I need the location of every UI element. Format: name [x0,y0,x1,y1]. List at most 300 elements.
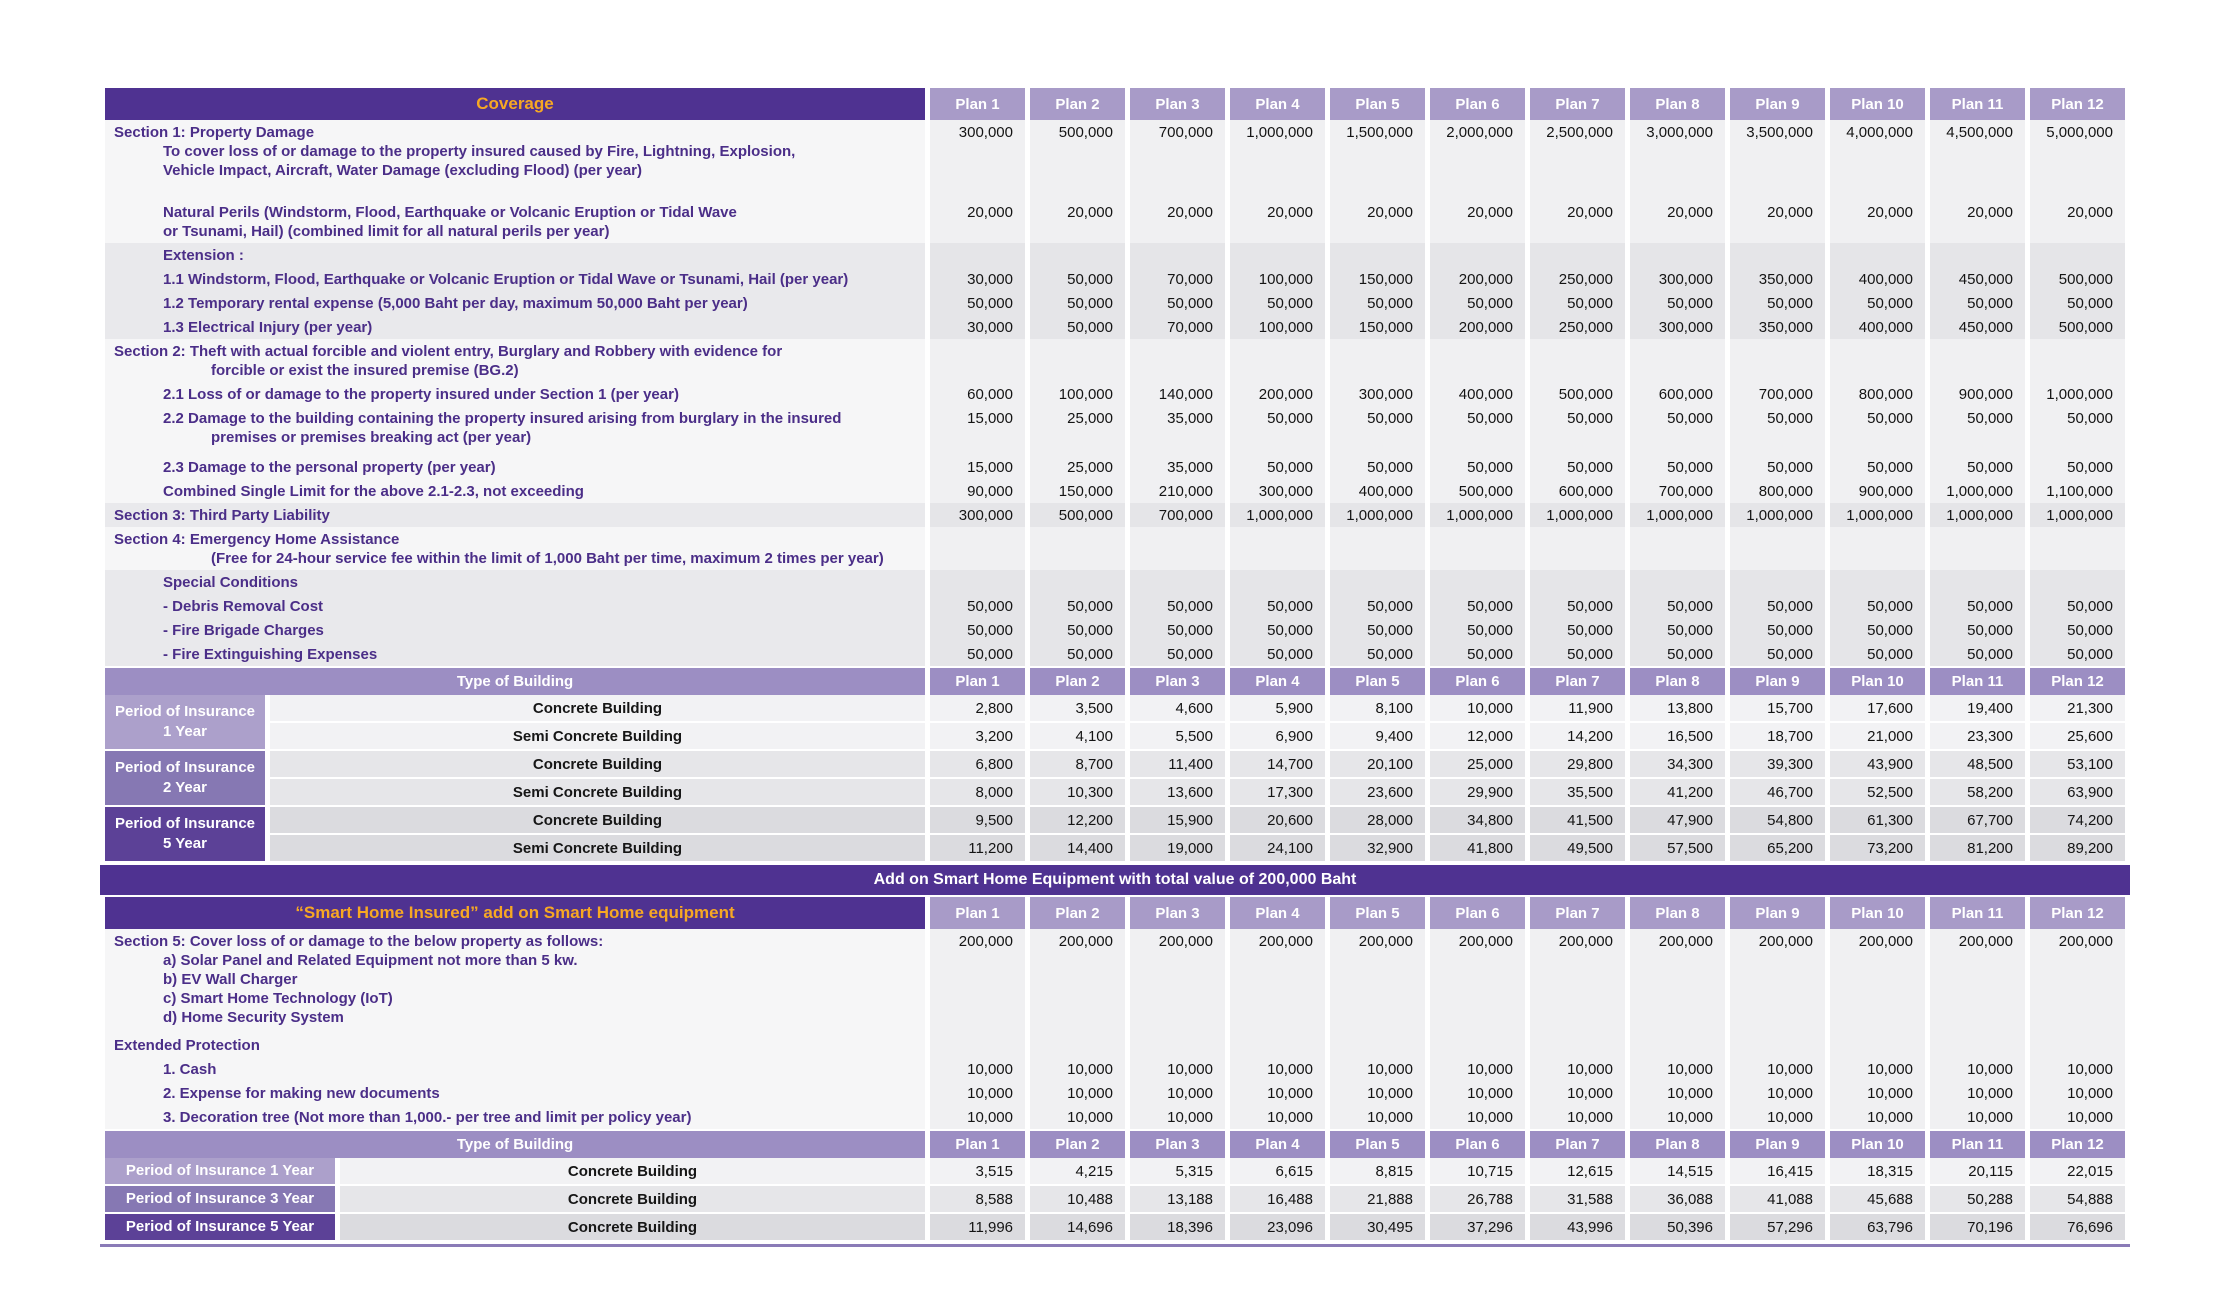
value-cell: 50,000 [1730,642,1825,666]
premium-value-cell: 34,800 [1430,807,1525,835]
value-cell: 500,000 [1030,120,1125,200]
value-cell: 50,000 [1430,594,1525,618]
value-cell [1430,1033,1525,1057]
period-of-insurance-label [105,751,265,807]
plan-header: Plan 12 [2030,668,2125,695]
plan-header: Plan 9 [1730,897,1825,929]
value-cell: 10,000 [1830,1057,1925,1081]
value-cell [1130,339,1225,382]
premium-value-cell: 10,300 [1030,779,1125,807]
value-cell: 50,000 [1930,594,2025,618]
value-cell: 300,000 [930,120,1025,200]
value-cell [1430,339,1525,382]
value-cell: 25,000 [1030,406,1125,455]
value-cell: 300,000 [930,503,1025,527]
premium-value-cell: 14,696 [1030,1214,1125,1242]
plan-header: Plan 5 [1330,897,1425,929]
value-cell: 50,000 [2030,406,2125,455]
plan-header: Plan 8 [1630,668,1725,695]
value-cell: 10,000 [1330,1057,1425,1081]
value-cell [1730,527,1825,570]
premium-value-cell: 89,200 [2030,835,2125,863]
type-of-building-header-2: Type of Building [105,1131,925,1158]
value-cell [930,570,1025,594]
premium-value-cell: 41,500 [1530,807,1625,835]
building-type-cell: Concrete Building [270,751,925,779]
coverage-cell [105,120,925,200]
premium-value-cell: 8,000 [930,779,1025,807]
value-cell: 50,000 [1630,618,1725,642]
premium-value-cell: 11,200 [930,835,1025,863]
value-cell: 5,000,000 [2030,120,2125,200]
value-cell [1130,243,1225,267]
value-cell: 200,000 [1330,929,1425,1033]
plan-header: Plan 8 [1630,897,1725,929]
premium-value-cell: 9,500 [930,807,1025,835]
premium-value-cell: 11,900 [1530,695,1625,723]
building-premium-table [100,668,2130,863]
table-row [105,1105,2125,1129]
coverage-cell [105,1057,925,1081]
value-cell: 140,000 [1130,382,1225,406]
premium-value-cell: 41,800 [1430,835,1525,863]
value-cell: 50,000 [1730,594,1825,618]
value-cell: 10,000 [1530,1081,1625,1105]
value-cell: 50,000 [1330,455,1425,479]
value-cell [1130,570,1225,594]
table-row [105,594,2125,618]
bottom-divider [100,1244,2130,1247]
value-cell: 200,000 [1430,315,1525,339]
value-cell: 20,000 [1130,200,1225,243]
smart-home-table [100,897,2130,1129]
value-cell: 50,000 [1630,406,1725,455]
value-cell: 10,000 [1930,1081,2025,1105]
premium-value-cell: 8,815 [1330,1158,1425,1186]
plan-header: Plan 2 [1030,1131,1125,1158]
premium-value-cell: 54,888 [2030,1186,2125,1214]
plan-header: Plan 2 [1030,88,1125,120]
value-cell: 20,000 [1230,200,1325,243]
table-row [105,1081,2125,1105]
building-type-cell: Concrete Building [270,807,925,835]
value-cell: 300,000 [1630,267,1725,291]
value-cell: 50,000 [2030,291,2125,315]
value-cell: 400,000 [1330,479,1425,503]
value-cell: 10,000 [1530,1057,1625,1081]
value-cell: 1,000,000 [1930,479,2025,503]
table-row [105,455,2125,479]
table-row [105,1186,2125,1214]
value-cell: 2,000,000 [1430,120,1525,200]
value-cell: 10,000 [1230,1081,1325,1105]
premium-value-cell: 25,600 [2030,723,2125,751]
premium-value-cell: 11,996 [930,1214,1025,1242]
value-cell [2030,243,2125,267]
value-cell [930,243,1025,267]
value-cell: 300,000 [1330,382,1425,406]
premium-value-cell: 30,495 [1330,1214,1425,1242]
value-cell [1530,243,1625,267]
plan-header: Plan 8 [1630,1131,1725,1158]
coverage-cell [105,455,925,479]
table-row [105,406,2125,455]
value-cell: 10,000 [2030,1057,2125,1081]
coverage-line: - Fire Extinguishing Expenses [163,646,378,663]
value-cell: 200,000 [1230,382,1325,406]
value-cell: 200,000 [1430,929,1525,1033]
table-row [105,315,2125,339]
building-type-cell: Concrete Building [340,1214,925,1242]
value-cell: 50,000 [930,594,1025,618]
plan-header: Plan 9 [1730,1131,1825,1158]
plan-header: Plan 4 [1230,897,1325,929]
value-cell: 20,000 [1030,200,1125,243]
premium-value-cell: 12,000 [1430,723,1525,751]
value-cell: 100,000 [1230,267,1325,291]
value-cell: 600,000 [1630,382,1725,406]
value-cell: 50,000 [1230,618,1325,642]
premium-value-cell: 9,400 [1330,723,1425,751]
value-cell: 50,000 [930,291,1025,315]
premium-value-cell: 28,000 [1330,807,1425,835]
coverage-cell [105,594,925,618]
value-cell [1930,1033,2025,1057]
premium-value-cell: 52,500 [1830,779,1925,807]
plan-header: Plan 10 [1830,88,1925,120]
building-type-cell: Concrete Building [270,695,925,723]
plan-header: Plan 11 [1930,668,2025,695]
value-cell: 100,000 [1030,382,1125,406]
value-cell: 50,000 [1230,455,1325,479]
premium-value-cell: 65,200 [1730,835,1825,863]
coverage-line: 1.2 Temporary rental expense (5,000 Baht per day, maximum 50,000 Baht per year) [163,295,748,312]
value-cell: 10,000 [1930,1057,2025,1081]
value-cell: 50,000 [1930,618,2025,642]
value-cell [1030,1033,1125,1057]
value-cell: 50,000 [1630,455,1725,479]
premium-value-cell: 16,488 [1230,1186,1325,1214]
value-cell: 20,000 [1730,200,1825,243]
premium-value-cell: 24,100 [1230,835,1325,863]
value-cell: 10,000 [1830,1081,1925,1105]
value-cell: 200,000 [1230,929,1325,1033]
table-row [105,751,2125,779]
premium-value-cell: 14,515 [1630,1158,1725,1186]
coverage-line: Section 3: Third Party Liability [114,507,330,524]
premium-value-cell: 54,800 [1730,807,1825,835]
premium-value-cell: 21,300 [2030,695,2125,723]
value-cell [1530,1033,1625,1057]
value-cell: 50,000 [1230,642,1325,666]
value-cell: 1,000,000 [1930,503,2025,527]
coverage-header: Coverage [105,88,925,120]
value-cell: 90,000 [930,479,1025,503]
premium-value-cell: 48,500 [1930,751,2025,779]
value-cell: 1,500,000 [1330,120,1425,200]
value-cell: 10,000 [1430,1057,1525,1081]
premium-value-cell: 5,315 [1130,1158,1225,1186]
value-cell: 50,000 [1930,406,2025,455]
value-cell: 50,000 [1230,594,1325,618]
premium-value-cell: 25,000 [1430,751,1525,779]
value-cell: 600,000 [1530,479,1625,503]
building-type-cell: Concrete Building [340,1158,925,1186]
value-cell [1730,570,1825,594]
premium-value-cell: 19,000 [1130,835,1225,863]
premium-value-cell: 41,200 [1630,779,1725,807]
value-cell: 4,000,000 [1830,120,1925,200]
value-cell: 50,000 [1530,642,1625,666]
value-cell: 150,000 [1330,267,1425,291]
premium-value-cell: 19,400 [1930,695,2025,723]
coverage-cell [105,642,925,666]
value-cell: 10,000 [1030,1057,1125,1081]
period-label-line: Period of Insurance 3 Year [125,1190,315,1207]
table-row [105,382,2125,406]
period-of-insurance-label [105,807,265,863]
plan-header: Plan 2 [1030,668,1125,695]
coverage-cell [105,291,925,315]
value-cell: 35,000 [1130,406,1225,455]
value-cell: 50,000 [1430,406,1525,455]
value-cell: 250,000 [1530,315,1625,339]
premium-value-cell: 57,500 [1630,835,1725,863]
premium-value-cell: 43,900 [1830,751,1925,779]
premium-value-cell: 63,900 [2030,779,2125,807]
premium-value-cell: 5,500 [1130,723,1225,751]
value-cell [1230,243,1325,267]
value-cell: 500,000 [1530,382,1625,406]
plan-header: Plan 5 [1330,1131,1425,1158]
smart-home-header-row [105,897,2125,929]
premium-value-cell: 17,300 [1230,779,1325,807]
premium-value-cell: 23,600 [1330,779,1425,807]
value-cell: 50,000 [1830,291,1925,315]
value-cell: 50,000 [1630,642,1725,666]
value-cell: 30,000 [930,267,1025,291]
value-cell: 3,500,000 [1730,120,1825,200]
premium-value-cell: 14,400 [1030,835,1125,863]
value-cell: 700,000 [1730,382,1825,406]
plan-header: Plan 6 [1430,668,1525,695]
premium-value-cell: 2,800 [930,695,1025,723]
table-row [105,527,2125,570]
premium-value-cell: 29,800 [1530,751,1625,779]
value-cell: 10,000 [2030,1081,2125,1105]
value-cell: 200,000 [1430,267,1525,291]
plan-header: Plan 2 [1030,897,1125,929]
premium-value-cell: 10,000 [1430,695,1525,723]
value-cell [1630,339,1725,382]
value-cell: 15,000 [930,455,1025,479]
value-cell [1930,570,2025,594]
value-cell: 35,000 [1130,455,1225,479]
premium-value-cell: 13,188 [1130,1186,1225,1214]
value-cell: 1,000,000 [2030,503,2125,527]
value-cell [1030,243,1125,267]
premium-value-cell: 10,715 [1430,1158,1525,1186]
building-type-cell: Concrete Building [340,1186,925,1214]
coverage-line: (Free for 24-hour service fee within the limit of 1,000 Baht per time, maximum 2 times per year) [211,550,884,567]
table-row [105,1158,2125,1186]
value-cell: 20,000 [1430,200,1525,243]
value-cell: 25,000 [1030,455,1125,479]
premium-value-cell: 18,700 [1730,723,1825,751]
smart-home-banner: Add on Smart Home Equipment with total value of 200,000 Baht [100,865,2130,895]
value-cell: 50,000 [1130,642,1225,666]
coverage-line: 3. Decoration tree (Not more than 1,000.- per tree and limit per policy year) [163,1109,692,1126]
value-cell: 400,000 [1830,315,1925,339]
premium-value-cell: 4,600 [1130,695,1225,723]
value-cell: 400,000 [1830,267,1925,291]
table-row [105,243,2125,267]
table-row [105,695,2125,723]
premium-value-cell: 70,196 [1930,1214,2025,1242]
premium-value-cell: 23,096 [1230,1214,1325,1242]
plan-header: Plan 6 [1430,897,1525,929]
value-cell: 50,000 [1030,594,1125,618]
value-cell [1230,570,1325,594]
value-cell: 10,000 [1430,1105,1525,1129]
coverage-line: Combined Single Limit for the above 2.1-2.3, not exceeding [163,483,584,500]
plan-header: Plan 7 [1530,1131,1625,1158]
value-cell: 50,000 [1530,291,1625,315]
premium-value-cell: 16,415 [1730,1158,1825,1186]
value-cell: 50,000 [1430,455,1525,479]
value-cell: 1,000,000 [1230,503,1325,527]
premium-value-cell: 57,296 [1730,1214,1825,1242]
smart-premium-table [100,1131,2130,1242]
value-cell: 350,000 [1730,267,1825,291]
value-cell: 1,000,000 [1830,503,1925,527]
premium-value-cell: 8,700 [1030,751,1125,779]
premium-value-cell: 6,800 [930,751,1025,779]
value-cell: 50,000 [1030,618,1125,642]
value-cell: 50,000 [2030,642,2125,666]
table-row [105,479,2125,503]
value-cell: 15,000 [930,406,1025,455]
value-cell: 200,000 [1030,929,1125,1033]
premium-value-cell: 20,600 [1230,807,1325,835]
value-cell: 10,000 [1230,1105,1325,1129]
coverage-line: b) EV Wall Charger [163,971,298,988]
value-cell [2030,570,2125,594]
coverage-line: forcible or exist the insured premise (BG.2) [211,362,519,379]
value-cell [1930,243,2025,267]
value-cell: 200,000 [1830,929,1925,1033]
value-cell: 50,000 [1030,291,1125,315]
value-cell: 350,000 [1730,315,1825,339]
coverage-cell [105,503,925,527]
value-cell: 10,000 [1230,1057,1325,1081]
plan-header: Plan 12 [2030,88,2125,120]
value-cell: 700,000 [1130,503,1225,527]
value-cell: 20,000 [1330,200,1425,243]
value-cell: 10,000 [1130,1105,1225,1129]
value-cell [1930,339,2025,382]
premium-value-cell: 8,588 [930,1186,1025,1214]
coverage-cell [105,382,925,406]
coverage-line: premises or premises breaking act (per year) [211,429,532,446]
coverage-line: or Tsunami, Hail) (combined limit for all natural perils per year) [163,223,610,240]
value-cell: 50,000 [1830,618,1925,642]
value-cell [2030,339,2125,382]
coverage-cell [105,200,925,243]
value-cell: 10,000 [1030,1105,1125,1129]
value-cell: 50,000 [1430,291,1525,315]
value-cell: 10,000 [1830,1105,1925,1129]
value-cell: 10,000 [2030,1105,2125,1129]
premium-value-cell: 46,700 [1730,779,1825,807]
table-row [105,120,2125,200]
table-row [105,835,2125,863]
value-cell: 10,000 [1530,1105,1625,1129]
value-cell [1330,1033,1425,1057]
table-row [105,267,2125,291]
value-cell: 50,000 [1830,406,1925,455]
period-label-line: Period of Insurance 1 Year [125,1162,315,1179]
coverage-line: 1.3 Electrical Injury (per year) [163,319,373,336]
value-cell: 50,000 [1530,594,1625,618]
value-cell: 210,000 [1130,479,1225,503]
value-cell [2030,527,2125,570]
plan-header: Plan 3 [1130,897,1225,929]
value-cell: 1,000,000 [1530,503,1625,527]
value-cell: 20,000 [2030,200,2125,243]
value-cell: 10,000 [1130,1081,1225,1105]
value-cell: 150,000 [1330,315,1425,339]
value-cell [930,339,1025,382]
coverage-line: 1. Cash [163,1061,217,1078]
value-cell: 50,000 [1330,618,1425,642]
table-row [105,779,2125,807]
coverage-line: - Fire Brigade Charges [163,622,324,639]
coverage-line: Extension : [163,247,244,264]
type-of-building-header: Type of Building [105,668,925,695]
value-cell [1830,243,1925,267]
premium-value-cell: 31,588 [1530,1186,1625,1214]
plan-header: Plan 1 [930,897,1025,929]
value-cell: 20,000 [930,200,1025,243]
value-cell: 50,000 [1830,455,1925,479]
premium-value-cell: 20,115 [1930,1158,2025,1186]
coverage-line: Special Conditions [163,574,299,591]
coverage-cell [105,618,925,642]
value-cell: 10,000 [1130,1057,1225,1081]
premium-value-cell: 18,396 [1130,1214,1225,1242]
plan-header: Plan 6 [1430,1131,1525,1158]
table-row [105,503,2125,527]
coverage-cell [105,479,925,503]
plan-header: Plan 10 [1830,1131,1925,1158]
value-cell: 100,000 [1230,315,1325,339]
value-cell: 10,000 [1330,1081,1425,1105]
value-cell: 50,000 [1130,618,1225,642]
premium-value-cell: 13,600 [1130,779,1225,807]
plan-comparison-page [100,88,2130,1247]
period-of-insurance-label [105,1214,335,1242]
premium-value-cell: 29,900 [1430,779,1525,807]
value-cell: 1,000,000 [2030,382,2125,406]
premium-value-cell: 16,500 [1630,723,1725,751]
premium-value-cell: 20,100 [1330,751,1425,779]
coverage-cell [105,929,925,1033]
premium-value-cell: 3,200 [930,723,1025,751]
period-of-insurance-label [105,695,265,751]
value-cell: 3,000,000 [1630,120,1725,200]
value-cell: 300,000 [1630,315,1725,339]
